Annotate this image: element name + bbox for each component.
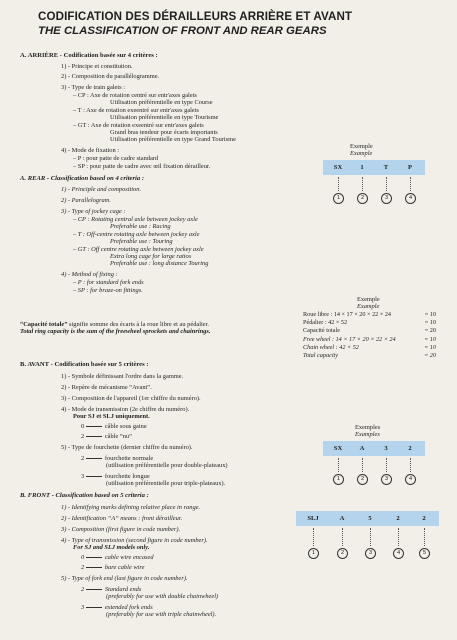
example3-code: 2 (422, 515, 426, 522)
capacity-value: = 20 (424, 352, 436, 359)
front-fr-line: 3) - Composition de l'appareil (1er chiffre du numéro). (61, 395, 201, 402)
example2-tick (410, 458, 411, 472)
blank-line (86, 458, 102, 459)
capacity-row-fr: Pédalier : 42 × 52 (303, 319, 348, 326)
front-en-line: 2) - Identification “A” means : front dérailleur. (61, 515, 183, 522)
front-en-line: For SJ and SLJ models only. (73, 544, 150, 551)
front-en-option-text: bare cable wire (104, 564, 145, 571)
capacity-label-fr: Exemple (357, 296, 380, 303)
example1-label-fr: Exemple (350, 143, 373, 150)
front-en-option (81, 554, 154, 562)
rear-fr-line: – GT : Axe de rotation exeentré sur entr'axes galets (73, 122, 204, 129)
example3-code: 5 (368, 515, 372, 522)
front-fr-line: 1) - Symbole définissant l'ordre dans la gamme. (61, 373, 184, 380)
example1-circled-number: 2 (357, 193, 368, 204)
front-en-option-num: 0 (81, 554, 85, 561)
example2-label-en: Examples (355, 431, 380, 438)
front-en-option-text: extended fork ends (104, 604, 153, 611)
example3-tick (342, 528, 343, 546)
front-fr-line: (utilisation préférentielle pour triple-plateaux). (106, 480, 226, 487)
example3-tick (370, 528, 371, 546)
example2-tick (362, 458, 363, 472)
rear-en-line: 4) - Method of fixing : (61, 271, 118, 278)
front-en-heading: B. FRONT - Classification based on 5 criteria : (20, 492, 149, 499)
front-en-option (81, 564, 144, 572)
front-fr-option (81, 423, 147, 431)
front-fr-option-num: 3 (81, 473, 85, 480)
rear-en-line: Preferable use : Racing (110, 223, 171, 230)
front-fr-option-text: fourchette longue (104, 473, 150, 480)
capacity-note-en: Total ring capacity is the sum of the freewheel sprockets and chainrings. (20, 328, 211, 335)
front-en-line: (preferably for use with triple chainwheel). (106, 611, 217, 618)
rear-fr-line: 4) - Mode de fixation : (61, 147, 120, 154)
rear-en-line: – GT : Off centre rotating axle between jockey axle (73, 246, 204, 253)
example3-tick (313, 528, 314, 546)
capacity-value: = 10 (424, 311, 436, 318)
rear-fr-line: – CP : Axe de rotation centré sur entr'axes galets (73, 92, 197, 99)
title-french: CODIFICATION DES DÉRAILLEURS ARRIÈRE ET AVANT (38, 10, 353, 23)
front-fr-option-text: fourchette normale (104, 455, 154, 462)
example3-code: SLJ (307, 515, 319, 522)
example2-code: SX (333, 445, 343, 452)
front-en-line: 3) - Composition (first figure in code number). (61, 526, 181, 533)
capacity-label-en: Example (357, 303, 380, 310)
example1-code: P (407, 164, 413, 171)
rear-fr-line: Utilisation préférentielle en type Tourisme (110, 114, 219, 121)
example1-tick (386, 177, 387, 191)
rear-fr-line: 1) - Principe et constitution. (61, 63, 133, 70)
rear-fr-line: 3) - Type de train galets : (61, 84, 126, 91)
title-english: THE CLASSIFICATION OF FRONT AND REAR GEARS (38, 25, 327, 37)
front-fr-option-num: 2 (81, 433, 85, 440)
example1-code-bar (323, 160, 425, 175)
capacity-row-fr: Roue libre : 14 × 17 × 20 × 22 × 24 (303, 311, 392, 318)
front-en-option-text: Standard ends (104, 586, 142, 593)
capacity-row-en: Total capacity (303, 352, 339, 359)
example2-circled-number: 2 (357, 474, 368, 485)
blank-line (86, 589, 102, 590)
capacity-value: = 20 (424, 327, 436, 334)
example3-code-bar (296, 511, 439, 526)
rear-en-line: Extra long cage for large ratios (110, 253, 192, 260)
front-fr-option-text: câble “nu” (104, 433, 132, 440)
example2-circled-number: 1 (333, 474, 344, 485)
blank-line (86, 567, 102, 568)
front-fr-option-num: 0 (81, 423, 85, 430)
rear-fr-line: 2) - Composition du parallélogramme. (61, 73, 160, 80)
example2-circled-number: 3 (381, 474, 392, 485)
example2-code: 3 (384, 445, 388, 452)
example2-label-fr: Exemples (355, 424, 381, 431)
rear-en-line: Preferable use : Touring (110, 238, 173, 245)
rear-en-line: Preferable use : long distance Touring (110, 260, 209, 267)
front-fr-option-text: câble sous gaine (104, 423, 147, 430)
capacity-value: = 10 (424, 336, 436, 343)
front-fr-option-num: 2 (81, 455, 85, 462)
front-fr-line: 5) - Type de fourchette (dernier chiffre du numéro). (61, 444, 193, 451)
rear-en-line: 3) - Type of jockey cage : (61, 208, 126, 215)
blank-line (86, 607, 102, 608)
example3-tick (424, 528, 425, 546)
example3-circled-number: 4 (393, 548, 404, 559)
example3-circled-number: 1 (308, 548, 319, 559)
capacity-note-fr-term: “Capacité totale” (20, 321, 68, 328)
rear-fr-line: – T : Axe de rotation exeentré sur entr'axes galets (73, 107, 200, 114)
example3-code: A (339, 515, 345, 522)
rear-en-line: 2) - Parallelogram. (61, 197, 111, 204)
rear-en-heading: A. REAR - Classification based on 4 criteria : (20, 175, 145, 182)
example2-circled-number: 4 (405, 474, 416, 485)
front-fr-line: (utilisation préférentielle pour double-plateaux) (106, 462, 228, 469)
front-fr-line: Pour SJ et SLJ uniquement. (73, 413, 150, 420)
front-en-line: (preferably for use with double chainwheel) (106, 593, 219, 600)
front-en-option-num: 2 (81, 564, 85, 571)
blank-line (86, 436, 102, 437)
rear-fr-line: – P : pour patte de cadre standard (73, 155, 159, 162)
capacity-value: = 10 (424, 344, 436, 351)
rear-fr-line: Utilisation préférentielle en type Course (110, 99, 213, 106)
example3-circled-number: 5 (419, 548, 430, 559)
front-en-line: 5) - Type of fork end (last figure in code number). (61, 575, 188, 582)
blank-line (86, 476, 102, 477)
capacity-row-en: Chain wheel : 42 × 52 (303, 344, 359, 351)
capacity-note-fr-text: signifie somme des écarts à la roue libre et au pédalier. (67, 321, 209, 328)
example2-code: 2 (408, 445, 412, 452)
example1-tick (362, 177, 363, 191)
blank-line (86, 426, 102, 427)
example3-code: 2 (396, 515, 400, 522)
example1-tick (338, 177, 339, 191)
example1-code: SX (333, 164, 343, 171)
rear-en-line: – P : for standard fork ends (73, 279, 144, 286)
example3-circled-number: 3 (365, 548, 376, 559)
rear-en-line: – CP : Rotating central axle between jockey axle (73, 216, 198, 223)
capacity-row-fr: Capacité totale (303, 327, 340, 334)
example1-label-en: Example (350, 150, 373, 157)
rear-en-line: – SP : for braze-on fittings. (73, 287, 143, 294)
example3-tick (398, 528, 399, 546)
front-en-line: 1) - Identifying marks defining relative place in range. (61, 504, 201, 511)
blank-line (86, 557, 102, 558)
rear-fr-heading: A. ARRIÈRE - Codification basée sur 4 critères : (20, 52, 158, 59)
capacity-row-en: Free wheel : 14 × 17 × 20 × 22 × 24 (303, 336, 396, 343)
front-fr-line: 2) - Repère de mécanisme “Avant”. (61, 384, 152, 391)
example2-code: A (359, 445, 365, 452)
example2-tick (386, 458, 387, 472)
example1-circled-number: 4 (405, 193, 416, 204)
example1-code: 1 (360, 164, 364, 171)
rear-fr-line: – SP : pour patte de cadre avec œil fixation dérailleur. (73, 163, 211, 170)
front-fr-option (81, 433, 132, 441)
rear-fr-line: Grand bras tendeur pour écarts importants (110, 129, 218, 136)
example1-circled-number: 3 (381, 193, 392, 204)
rear-fr-line: Utilisation préférentielle en type Grand Tourisme (110, 136, 236, 143)
example1-code: T (383, 164, 389, 171)
example2-code-bar (323, 441, 425, 456)
example2-tick (338, 458, 339, 472)
example3-circled-number: 2 (337, 548, 348, 559)
capacity-value: = 10 (424, 319, 436, 326)
front-en-option-num: 3 (81, 604, 85, 611)
front-fr-line: 4) - Mode de transmission (2e chiffre du numéro). (61, 406, 190, 413)
rear-en-line: – T : Off-centre rotating axle between jockey axle (73, 231, 200, 238)
rear-en-line: 1) - Principle and composition. (61, 186, 142, 193)
example1-tick (410, 177, 411, 191)
front-en-line: 4) - Type of transmission (second figure in code number). (61, 537, 208, 544)
front-fr-heading: B. AVANT - Codification basée sur 5 critères : (20, 361, 149, 368)
front-en-option-text: cable wire encased (104, 554, 154, 561)
example1-circled-number: 1 (333, 193, 344, 204)
front-en-option-num: 2 (81, 586, 85, 593)
